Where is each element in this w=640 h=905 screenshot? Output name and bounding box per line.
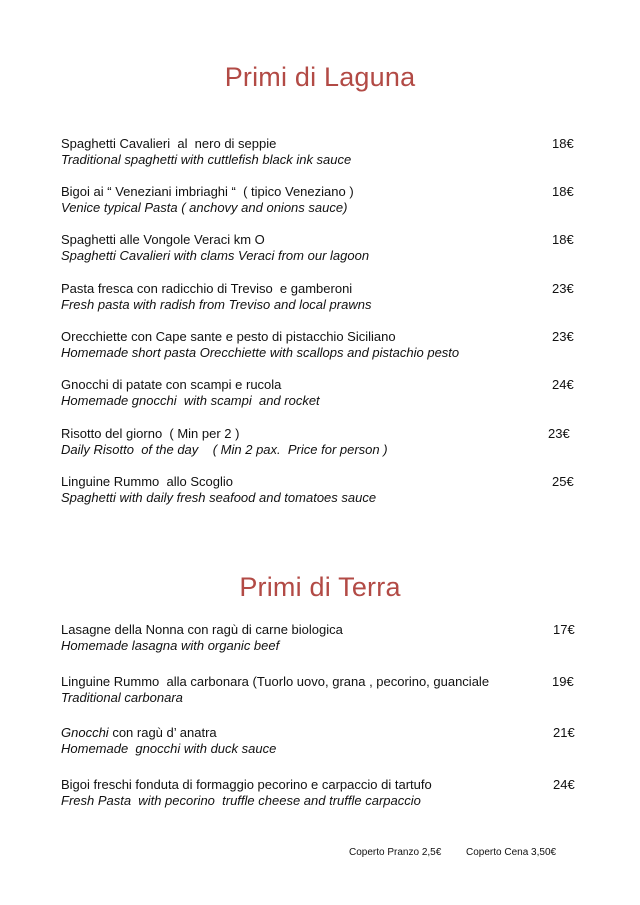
- menu-item: [61, 474, 581, 506]
- item-price: 25€: [552, 474, 574, 489]
- item-description: Spaghetti Cavalieri with clams Veraci from our lagoon: [61, 248, 370, 263]
- item-name: Spaghetti alle Vongole Veraci km O: [61, 232, 265, 247]
- item-description: Fresh Pasta with pecorino truffle cheese and truffle carpaccio: [61, 793, 421, 808]
- section-title-laguna: Primi di Laguna: [224, 62, 416, 92]
- item-price: 24€: [552, 377, 574, 392]
- menu-item: [61, 426, 581, 458]
- item-name: Lasagne della Nonna con ragù di carne biologica: [61, 622, 343, 637]
- section-title-terra: Primi di Terra: [239, 572, 401, 602]
- item-name: Orecchiette con Cape sante e pesto di pistacchio Siciliano: [61, 329, 396, 344]
- item-description: Fresh pasta with radish from Treviso and local prawns: [61, 297, 372, 312]
- menu-item: [61, 232, 581, 264]
- menu-item: [61, 329, 581, 361]
- item-price: 23€: [552, 281, 574, 296]
- menu-item: [61, 622, 581, 654]
- menu-item: [61, 725, 581, 757]
- item-name: Risotto del giorno ( Min per 2 ): [61, 426, 240, 441]
- item-description: Homemade gnocchi with scampi and rocket: [61, 393, 320, 408]
- cover-charge-dinner: Coperto Cena 3,50€: [466, 847, 557, 858]
- item-price: 23€: [548, 426, 570, 441]
- item-name-italic: Gnocchi: [61, 725, 109, 740]
- item-price: 21€: [553, 725, 575, 740]
- item-description: Traditional carbonara: [61, 690, 183, 705]
- item-description: Homemade lasagna with organic beef: [61, 638, 280, 653]
- item-price: 24€: [553, 777, 575, 792]
- item-description: Homemade gnocchi with duck sauce: [61, 741, 277, 756]
- item-price: 19€: [552, 674, 574, 689]
- menu-item: [61, 777, 581, 809]
- item-description: Spaghetti with daily fresh seafood and tomatoes sauce: [61, 490, 377, 505]
- menu-item: [61, 136, 581, 168]
- cover-charge-lunch: Coperto Pranzo 2,5€: [349, 847, 442, 858]
- item-price: 18€: [552, 184, 574, 199]
- item-description: Venice typical Pasta ( anchovy and onions sauce): [61, 200, 348, 215]
- menu-item: [61, 184, 581, 216]
- item-name: Linguine Rummo alla carbonara (Tuorlo uovo, grana , pecorino, guanciale: [61, 674, 490, 689]
- item-description: Daily Risotto of the day ( Min 2 pax. Price for person ): [61, 442, 388, 457]
- item-name-rest: con ragù d’ anatra: [108, 725, 217, 740]
- menu-item: [61, 377, 581, 409]
- item-name: Bigoi freschi fonduta di formaggio pecorino e carpaccio di tartufo: [61, 777, 432, 792]
- item-name: Bigoi ai “ Veneziani imbriaghi “ ( tipico Veneziano ): [61, 184, 354, 199]
- item-description: Traditional spaghetti with cuttlefish black ink sauce: [61, 152, 352, 167]
- item-name: [61, 725, 581, 741]
- item-description: Homemade short pasta Orecchiette with scallops and pistachio pesto: [61, 345, 460, 360]
- item-name: Spaghetti Cavalieri al nero di seppie: [61, 136, 277, 151]
- item-name: Linguine Rummo allo Scoglio: [61, 474, 233, 489]
- menu-item: [61, 674, 581, 706]
- item-name: Pasta fresca con radicchio di Treviso e gamberoni: [61, 281, 353, 296]
- menu-item: [61, 281, 581, 313]
- item-price: 17€: [553, 622, 575, 637]
- item-price: 18€: [552, 232, 574, 247]
- item-price: 23€: [552, 329, 574, 344]
- item-name: Gnocchi di patate con scampi e rucola: [61, 377, 282, 392]
- item-price: 18€: [552, 136, 574, 151]
